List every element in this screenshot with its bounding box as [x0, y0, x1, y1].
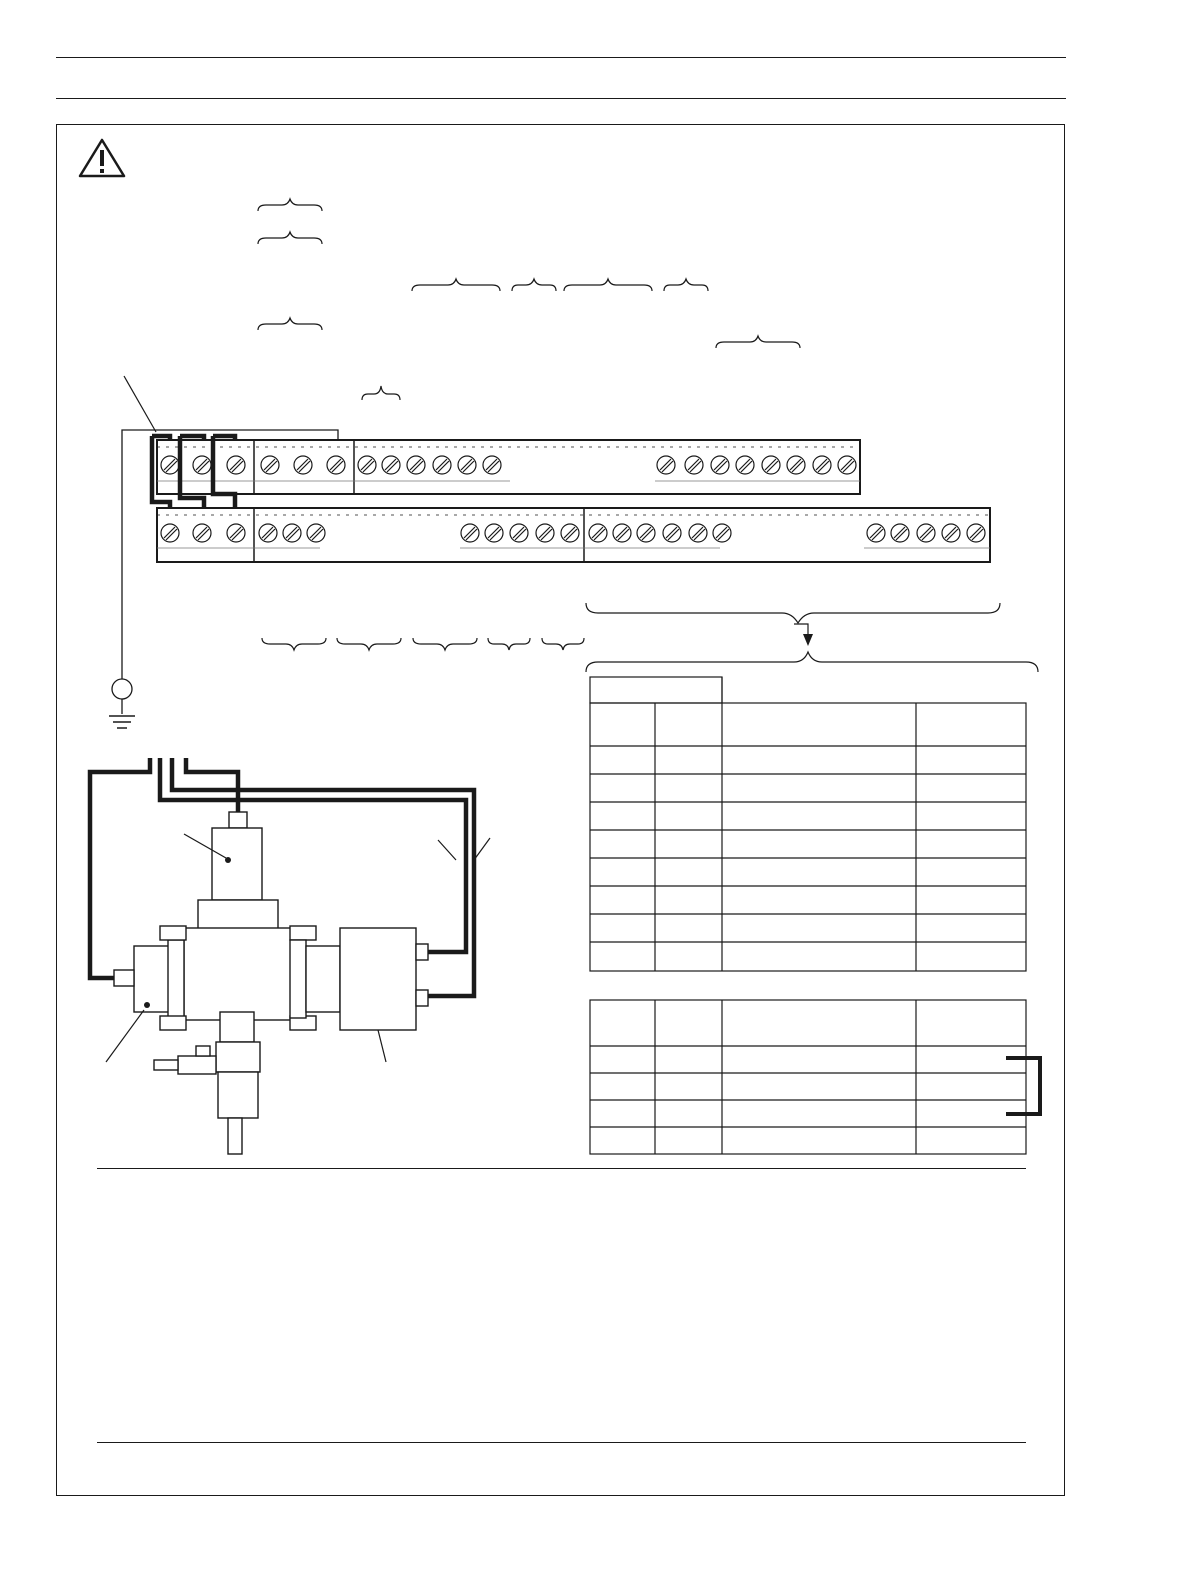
brace-12: [413, 638, 477, 650]
terminal-screw: [407, 456, 425, 474]
terminal-screw: [689, 524, 707, 542]
terminal-screw: [663, 524, 681, 542]
terminal-strip-lower: [157, 508, 990, 562]
terminal-screw: [294, 456, 312, 474]
terminal-screw: [589, 524, 607, 542]
terminal-screw: [685, 456, 703, 474]
terminal-screw: [458, 456, 476, 474]
brace-15: [586, 603, 1000, 623]
terminal-screw: [867, 524, 885, 542]
terminal-screw: [891, 524, 909, 542]
terminal-screw: [433, 456, 451, 474]
terminal-screw: [917, 524, 935, 542]
brace-group: [258, 199, 1038, 672]
brace-14: [542, 638, 584, 650]
terminal-screw: [536, 524, 554, 542]
terminal-screw: [259, 524, 277, 542]
brace-6: [664, 279, 708, 291]
terminal-screw: [193, 456, 211, 474]
terminal-screw: [227, 524, 245, 542]
brace-9: [362, 386, 400, 400]
terminal-screw: [161, 456, 179, 474]
terminal-screw: [161, 524, 179, 542]
terminal-screw: [283, 524, 301, 542]
terminal-screw: [510, 524, 528, 542]
terminal-strip-upper: [157, 440, 860, 494]
terminal-screw: [193, 524, 211, 542]
terminal-screw: [657, 456, 675, 474]
terminal-screw: [637, 524, 655, 542]
lower-table-jumper: [1006, 1058, 1040, 1114]
terminal-screw: [561, 524, 579, 542]
figure-divider-bottom: [97, 1442, 1026, 1443]
brace-3: [412, 279, 500, 291]
brace-4: [512, 279, 556, 291]
brace-5: [564, 279, 652, 291]
terminal-screw: [838, 456, 856, 474]
brace-16: [586, 652, 1038, 672]
terminal-screw: [736, 456, 754, 474]
terminal-screw: [227, 456, 245, 474]
terminal-screw: [483, 456, 501, 474]
brace-1: [258, 199, 322, 211]
terminal-screw: [711, 456, 729, 474]
terminal-screw: [967, 524, 985, 542]
brace-13: [488, 638, 530, 650]
table-lower: [590, 1000, 1026, 1154]
terminal-screw: [327, 456, 345, 474]
terminal-screw: [762, 456, 780, 474]
brace-7: [258, 318, 322, 330]
terminal-screw: [307, 524, 325, 542]
terminal-screw: [261, 456, 279, 474]
connector-arrow: [794, 624, 813, 646]
terminal-screw: [461, 524, 479, 542]
terminal-screw: [787, 456, 805, 474]
terminal-screw: [713, 524, 731, 542]
table-upper: [590, 677, 1026, 971]
valve-assembly: [114, 812, 428, 1154]
brace-10: [262, 638, 326, 650]
terminal-screw: [358, 456, 376, 474]
terminal-screw: [813, 456, 831, 474]
terminal-screw: [613, 524, 631, 542]
brace-8: [716, 336, 800, 348]
figure-divider-top: [97, 1168, 1026, 1169]
brace-11: [337, 638, 401, 650]
terminal-screw: [485, 524, 503, 542]
terminal-screw: [382, 456, 400, 474]
ground-symbol-icon: [112, 679, 132, 699]
brace-2: [258, 232, 322, 244]
terminal-screw: [942, 524, 960, 542]
leader-line-1: [124, 376, 156, 432]
